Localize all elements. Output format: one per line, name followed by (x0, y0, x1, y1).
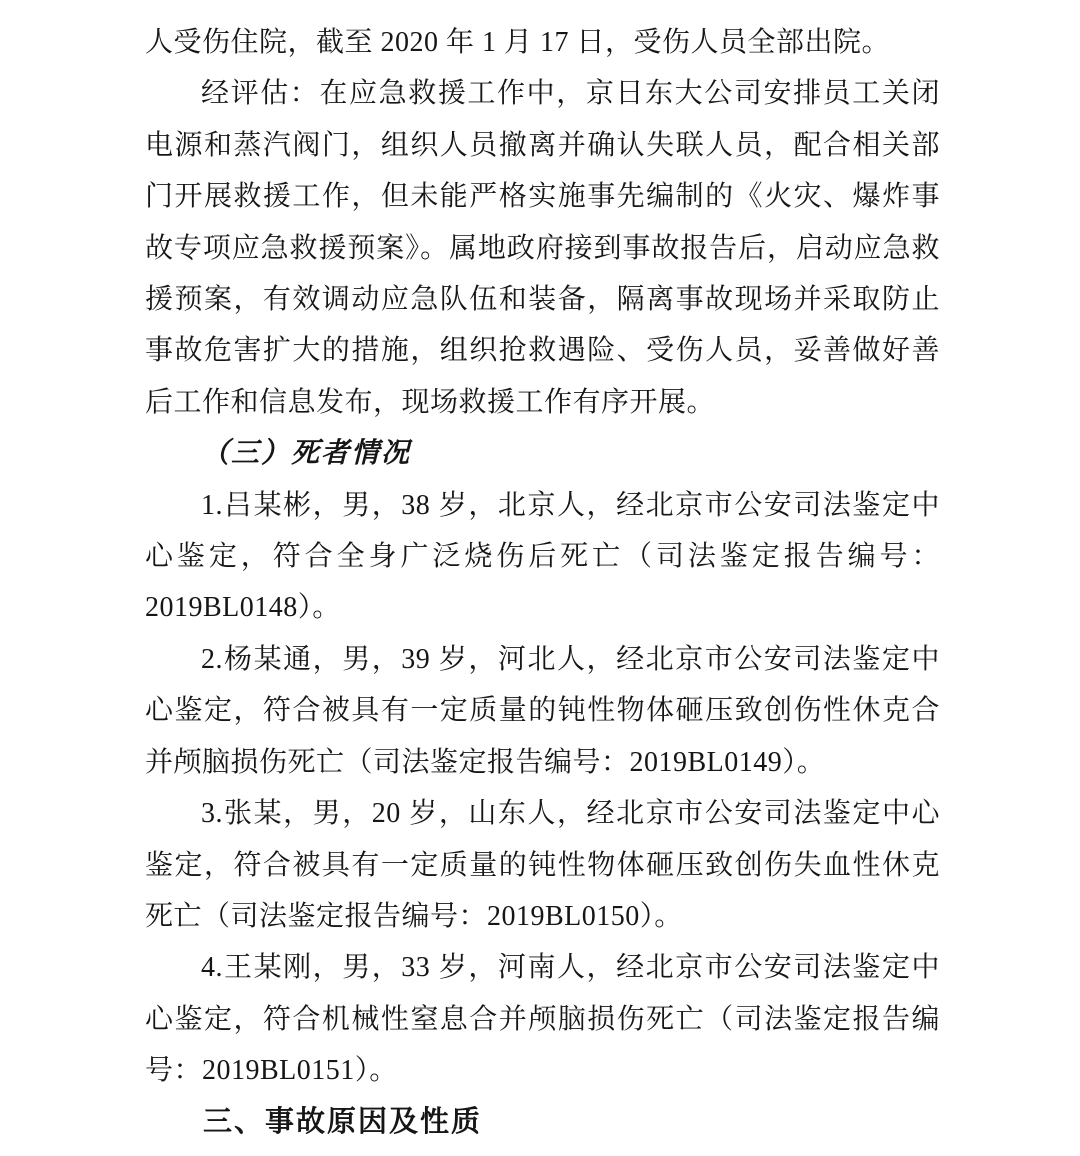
section-heading-accident-cause: 三、事故原因及性质 (203, 1105, 483, 1138)
paragraph-victim-2: 2.杨某通，男，39 岁，河北人，经北京市公安司法鉴定中心鉴定，符合被具有一定质量的钝性物体砸压致创伤性休克合并颅脑损伤死亡（司法鉴定报告编号：2019BL0149）。 (145, 643, 940, 778)
paragraph-victim-3: 3.张某，男，20 岁，山东人，经北京市公安司法鉴定中心鉴定，符合被具有一定质量的钝性物体砸压致创伤失血性休克死亡（司法鉴定报告编号：2019BL0150）。 (145, 798, 940, 932)
paragraph-injured-discharge: 人受伤住院，截至 2020 年 1 月 17 日，受伤人员全部出院。 (145, 27, 891, 58)
paragraph-victim-1: 1.吕某彬，男，38 岁，北京人，经北京市公安司法鉴定中心鉴定，符合全身广泛烧伤后死亡（司法鉴定报告编号：2019BL0148）。 (145, 489, 940, 624)
paragraph-rescue-evaluation: 经评估：在应急救援工作中，京日东大公司安排员工关闭电源和蒸汽阀门，组织人员撤离并确认失联人员，配合相关部门开展救援工作，但未能严格实施事先编制的《火灾、爆炸事故专项应急救援预案》。属地政府接到事故报告后，启动应急救援预案，有效调动应急队伍和装备，隔离事故现场并采取防止事故危害扩大的措施，组织抢救遇险、受伤人员，妥善做好善后工作和信息发布，现场救援工作有序开展。 (145, 78, 940, 418)
paragraph-victim-4: 4.王某刚，男，33 岁，河南人，经北京市公安司法鉴定中心鉴定，符合机械性窒息合并颅脑损伤死亡（司法鉴定报告编号：2019BL0151）。 (145, 952, 940, 1087)
section-heading-deceased-situation: （三）死者情况 (201, 438, 412, 470)
